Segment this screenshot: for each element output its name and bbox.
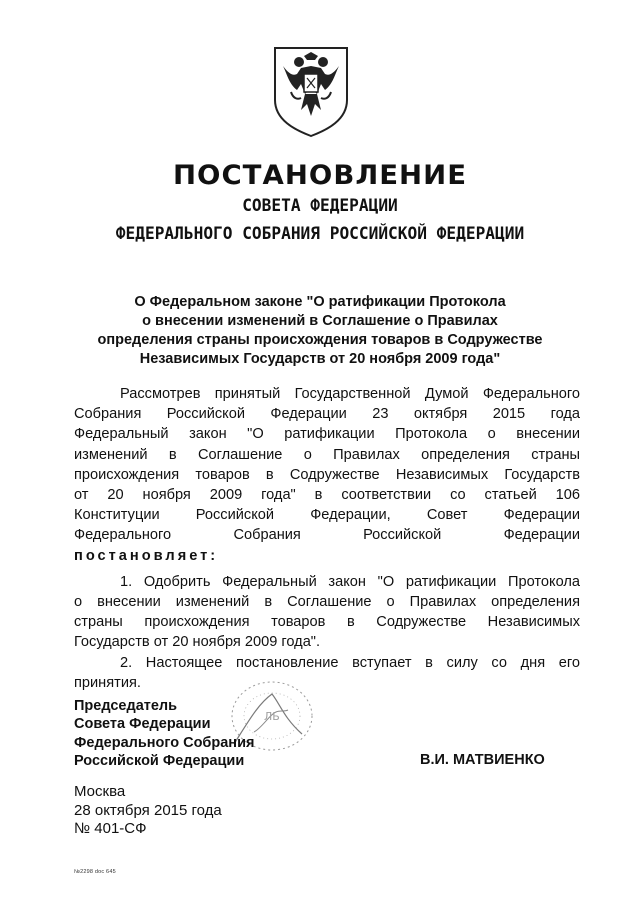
issuer-line-1: СОВЕТА ФЕДЕРАЦИИ bbox=[242, 196, 398, 216]
signatory-position-line: Председатель bbox=[74, 698, 178, 714]
svg-text:ЛЬ: ЛЬ bbox=[264, 710, 280, 723]
signatory-position-line: Российской Федерации bbox=[74, 753, 245, 770]
point-1-line: Государств от 20 ноября 2009 года". bbox=[74, 634, 321, 651]
document-number: № 401-СФ bbox=[74, 820, 147, 838]
coat-of-arms-emblem-icon bbox=[271, 44, 351, 138]
preamble-line: Собрания Российской Федерации 23 октября 2015 года bbox=[74, 406, 580, 423]
signatory-position-line: Совета Федерации bbox=[74, 716, 211, 733]
point-1-line: 1. Одобрить Федеральный закон "О ратификации Протокола bbox=[120, 573, 580, 590]
law-title-line: О Федеральном законе "О ратификации Протокола bbox=[134, 294, 506, 310]
signatory-position-line: Федерального Собрания bbox=[74, 734, 255, 751]
point-1-line: о внесении изменений в Соглашение о Правилах определения bbox=[74, 594, 580, 611]
signatory-position bbox=[74, 697, 254, 771]
preamble-line: Федерального Собрания Российской Федерации bbox=[74, 527, 580, 544]
signatory-name: В.И. МАТВИЕНКО bbox=[420, 752, 545, 768]
preamble-line: Рассмотрев принятый Государственной Думой Федерального bbox=[120, 386, 580, 402]
law-title-line: Независимых Государств от 20 ноября 2009 года" bbox=[139, 351, 501, 367]
point-2-line: принятия. bbox=[74, 674, 141, 691]
preamble-line: происхождения товаров в Содружестве Независимых Государств bbox=[74, 466, 580, 483]
preamble-line: Федеральный закон "О ратификации Протокола о внесении bbox=[74, 426, 580, 443]
resolution-body bbox=[74, 384, 580, 693]
point-1-line: страны происхождения товаров в Содружестве Независимых bbox=[74, 614, 580, 631]
point-2-line: 2. Настоящее постановление вступает в силу со дня его bbox=[120, 654, 580, 671]
footer-file-code: №2298 doc 645 bbox=[74, 869, 116, 875]
place-date-number bbox=[74, 783, 222, 839]
resolves-word: постановляет: bbox=[74, 547, 219, 564]
issuer-line-2: ФЕДЕРАЛЬНОГО СОБРАНИЯ РОССИЙСКОЙ ФЕДЕРАЦИИ bbox=[115, 224, 525, 244]
place: Москва bbox=[74, 783, 126, 800]
preamble-line: изменений в Соглашение о Правилах определения страны bbox=[74, 446, 580, 463]
preamble-line: от 20 ноября 2009 года" в соответствии со статьей 106 bbox=[74, 487, 580, 504]
document-type-title: ПОСТАНОВЛЕНИЕ bbox=[172, 160, 468, 191]
law-title-line: определения страны происхождения товаров в Содружестве bbox=[97, 332, 543, 348]
preamble-line: Конституции Российской Федерации, Совет Федерации bbox=[74, 507, 580, 524]
law-title bbox=[80, 293, 560, 369]
date: 28 октября 2015 года bbox=[74, 801, 222, 819]
law-title-line: о внесении изменений в Соглашение о Правилах bbox=[142, 313, 498, 329]
